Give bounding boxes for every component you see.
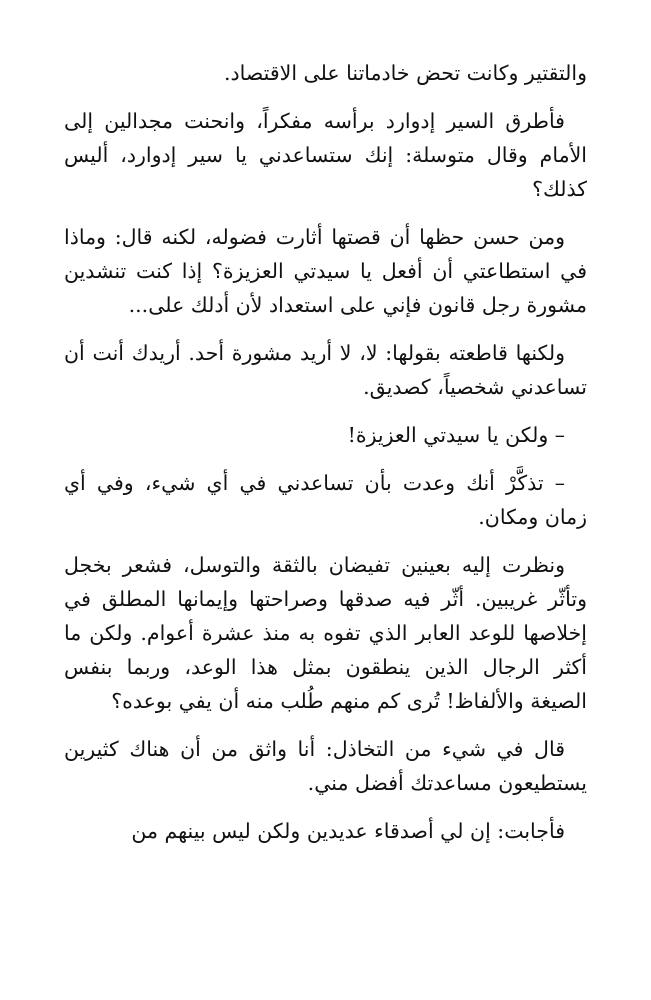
paragraph-4: ولكنها قاطعته بقولها: لا، لا أريد مشورة أحد. أريدك أنت أن تساعدني شخصياً، كصديق. bbox=[64, 341, 587, 399]
page-text-body bbox=[64, 56, 587, 862]
paragraph-5-dialogue: – ولكن يا سيدتي العزيزة! bbox=[347, 423, 565, 447]
paragraph-6-dialogue: – تذكَّرْ أنك وعدت بأن تساعدني في أي شيء، وفي أي زمان ومكان. bbox=[64, 471, 587, 529]
paragraph-8: قال في شيء من التخاذل: أنا واثق من أن هناك كثيرين يستطيعون مساعدتك أفضل مني. bbox=[64, 737, 587, 795]
paragraph-2: فأطرق السير إدوارد برأسه مفكراً، وانحنت مجدالين إلى الأمام وقال متوسلة: إنك ستساعدني يا سير إدوارد، أليس كذلك؟ bbox=[64, 109, 587, 201]
paragraph-3: ومن حسن حظها أن قصتها أثارت فضوله، لكنه قال: وماذا في استطاعتي أن أفعل يا سيدتي العزيزة؟ إذا كنت تنشدين مشورة رجل قانون فإني على استعداد لأن أدلك على... bbox=[64, 225, 587, 317]
paragraph-9: فأجابت: إن لي أصدقاء عديدين ولكن ليس بينهم من bbox=[131, 819, 565, 843]
paragraph-7: ونظرت إليه بعينين تفيضان بالثقة والتوسل، فشعر بخجل وتأثّر غريبين. أثّر فيه صدقها وصراحتها وإيمانها المطلق في إخلاصها للوعد العابر الذي تفوه به منذ عشرة أعوام. ولكن ما أكثر الرجال الذين ينطقون بمثل هذا الوعد، وربما بنفس الصيغة والألفاظ! تُرى كم منهم طُلب منه أن يفي بوعده؟ bbox=[64, 553, 587, 713]
paragraph-1: والتقتير وكانت تحض خادماتنا على الاقتصاد. bbox=[223, 61, 587, 85]
